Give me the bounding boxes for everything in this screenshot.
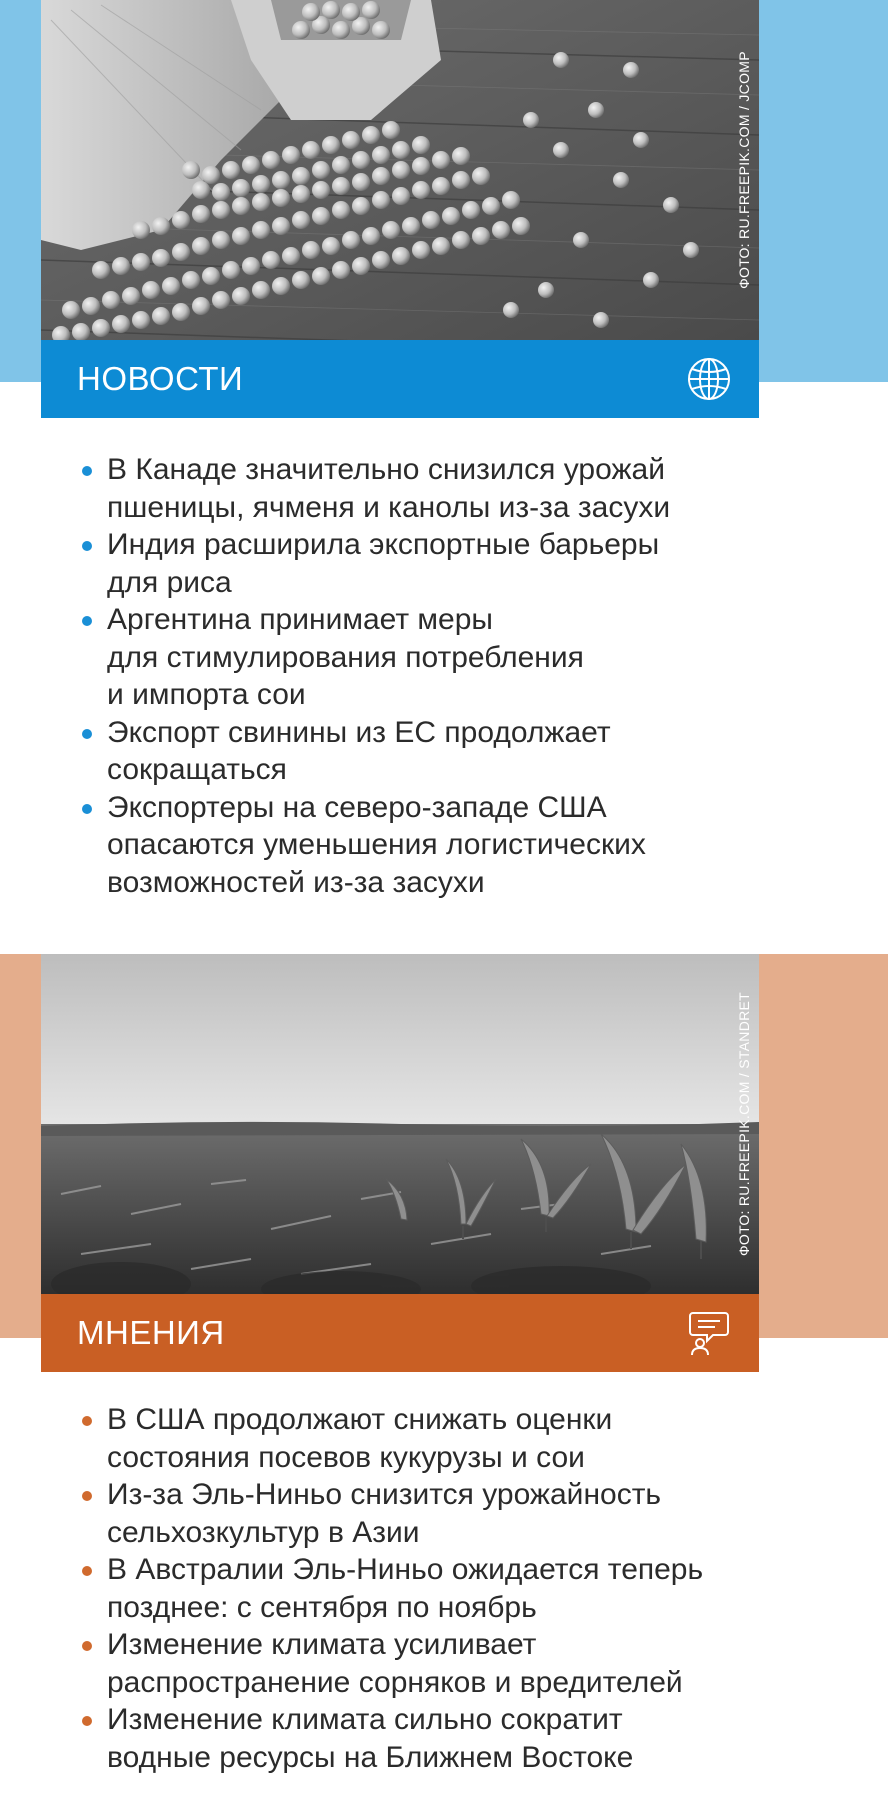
news-banner [41, 340, 759, 418]
news-section-title: НОВОСТИ [77, 360, 244, 397]
opinions-section-title: МНЕНИЯ [77, 1314, 225, 1351]
list-item: Изменение климата сильно сократит водные ресурсы на Ближнем Востоке [80, 1701, 820, 1776]
list-item: Изменение климата усиливает распространение сорняков и вредителей [80, 1626, 820, 1701]
opinions-list [80, 1401, 820, 1776]
opinions-photo-credit: ФОТО: RU.FREEPIK.COM / STANDRET [736, 991, 753, 1257]
list-item: В Австралии Эль-Ниньо ожидается теперь позднее: с сентября по ноябрь [80, 1551, 820, 1626]
list-item: Индия расширила экспортные барьеры для риса [80, 526, 820, 601]
list-item: В США продолжают снижать оценки состояния посевов кукурузы и сои [80, 1401, 820, 1476]
list-item: Экспортеры на северо-западе США опасаются уменьшения логистических возможностей из-за засухи [80, 789, 820, 902]
list-item: Экспорт свинины из ЕС продолжает сокращаться [80, 714, 820, 789]
news-photo-credit: ФОТО: RU.FREEPIK.COM / JCOMP [736, 51, 753, 289]
globe-icon [685, 355, 733, 403]
news-list [80, 451, 820, 901]
soybeans-photo [41, 0, 759, 340]
speech-bubble-person-icon [685, 1309, 733, 1357]
opinions-card [41, 954, 759, 1372]
field-sprouts-photo [41, 954, 759, 1294]
opinions-banner [41, 1294, 759, 1372]
list-item: Из-за Эль-Ниньо снизится урожайность сельхозкультур в Азии [80, 1476, 820, 1551]
list-item: В Канаде значительно снизился урожай пшеницы, ячменя и канолы из-за засухи [80, 451, 820, 526]
news-card [41, 0, 759, 418]
list-item: Аргентина принимает меры для стимулирования потребления и импорта сои [80, 601, 820, 714]
